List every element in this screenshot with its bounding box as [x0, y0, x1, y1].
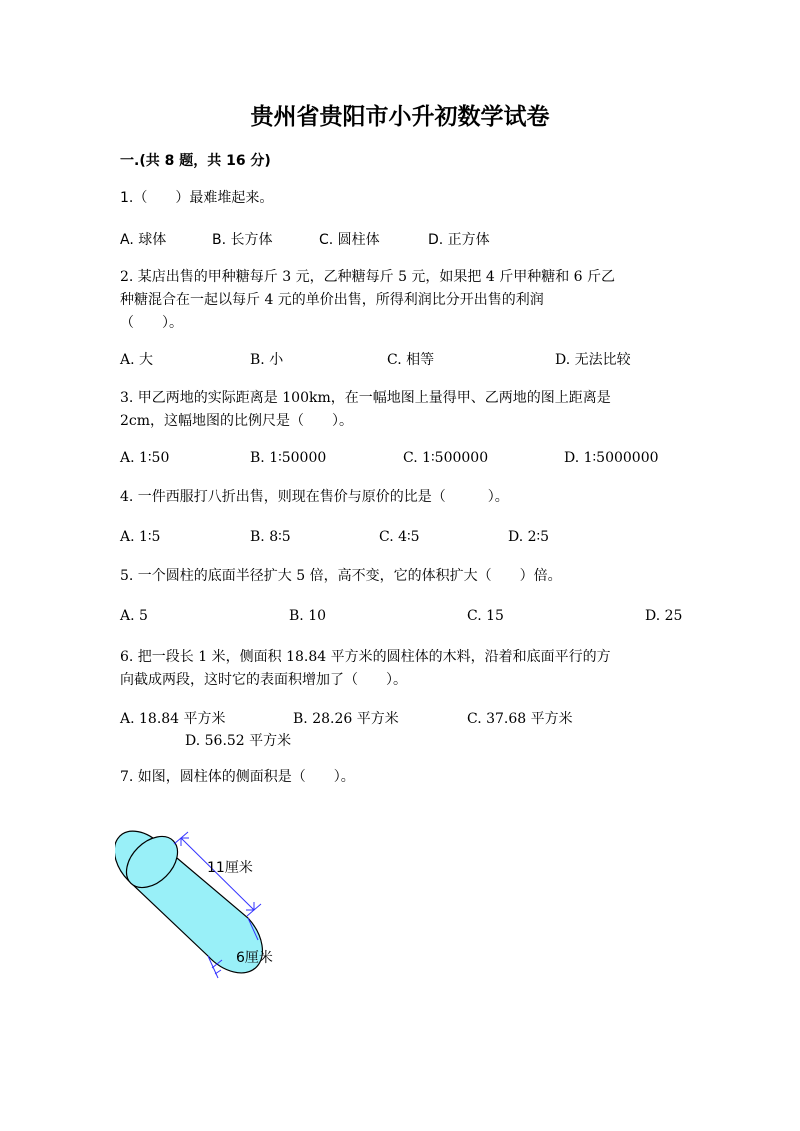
question-stem-line: 1.（ ）最难堆起来。 — [120, 190, 274, 206]
question-2-option-d: D. 无法比较 — [555, 352, 631, 368]
question-7-stem — [120, 767, 355, 788]
question-6-option-a: A. 18.84 平方米 — [120, 711, 226, 727]
question-stem-line: 向截成两段，这时它的表面积增加了（ ）。 — [120, 672, 407, 688]
section-heading: 一.(共 8 题，共 16 分) — [120, 153, 271, 169]
question-1-option-b: B. 长方体 — [212, 232, 273, 248]
question-6-stem — [120, 646, 611, 692]
question-stem-line: 4. 一件西服打八折出售，则现在售价与原价的比是（ ）。 — [120, 489, 509, 505]
question-2-stem — [120, 266, 615, 335]
question-1-option-d: D. 正方体 — [428, 232, 490, 248]
question-4-stem — [120, 487, 509, 508]
question-stem-line: 2. 某店出售的甲种糖每斤 3 元，乙种糖每斤 5 元，如果把 4 斤甲种糖和 6 斤乙 — [120, 269, 616, 285]
question-6-option-c: C. 37.68 平方米 — [467, 711, 573, 727]
question-4-option-a: A. 1∶5 — [120, 529, 161, 545]
question-3-option-b: B. 1∶50000 — [250, 450, 327, 466]
cylinder-figure — [115, 820, 295, 990]
question-1-stem — [120, 188, 273, 209]
question-5-option-c: C. 15 — [467, 608, 504, 624]
question-stem-line: （ ）。 — [120, 315, 183, 331]
length-label: 11厘米 — [207, 860, 253, 876]
question-4-option-b: B. 8∶5 — [250, 529, 291, 545]
page-title: 贵州省贵阳市小升初数学试卷 — [250, 104, 550, 130]
question-1-option-c: C. 圆柱体 — [319, 232, 380, 248]
question-stem-line: 2cm，这幅地图的比例尺是（ ）。 — [120, 413, 354, 429]
question-stem-line: 5. 一个圆柱的底面半径扩大 5 倍，高不变，它的体积扩大（ ）倍。 — [120, 568, 562, 584]
question-4-option-c: C. 4∶5 — [379, 529, 420, 545]
question-5-stem — [120, 566, 562, 587]
question-2-option-b: B. 小 — [250, 352, 284, 368]
question-2-option-a: A. 大 — [120, 352, 154, 368]
question-3-option-c: C. 1∶500000 — [403, 450, 489, 466]
question-3-option-a: A. 1∶50 — [120, 450, 170, 466]
question-6-option-b: B. 28.26 平方米 — [293, 711, 399, 727]
question-stem-line: 6. 把一段长 1 米，侧面积 18.84 平方米的圆柱体的木料，沿着和底面平行的方 — [120, 649, 611, 665]
question-4-option-d: D. 2∶5 — [508, 529, 550, 545]
question-stem-line: 7. 如图，圆柱体的侧面积是（ ）。 — [120, 769, 355, 785]
question-5-option-a: A. 5 — [120, 608, 148, 624]
question-stem-line: 种糖混合在一起以每斤 4 元的单价出售，所得利润比分开出售的利润 — [120, 292, 544, 308]
question-3-option-d: D. 1∶5000000 — [564, 450, 659, 466]
question-3-stem — [120, 387, 611, 433]
diameter-label: 6厘米 — [236, 950, 273, 966]
question-stem-line: 3. 甲乙两地的实际距离是 100km，在一幅地图上量得甲、乙两地的图上距离是 — [120, 390, 611, 406]
question-6-option-d: D. 56.52 平方米 — [185, 733, 292, 749]
question-5-option-d: D. 25 — [645, 608, 683, 624]
question-2-option-c: C. 相等 — [387, 352, 435, 368]
question-5-option-b: B. 10 — [289, 608, 327, 624]
question-1-option-a: A. 球体 — [120, 232, 167, 248]
